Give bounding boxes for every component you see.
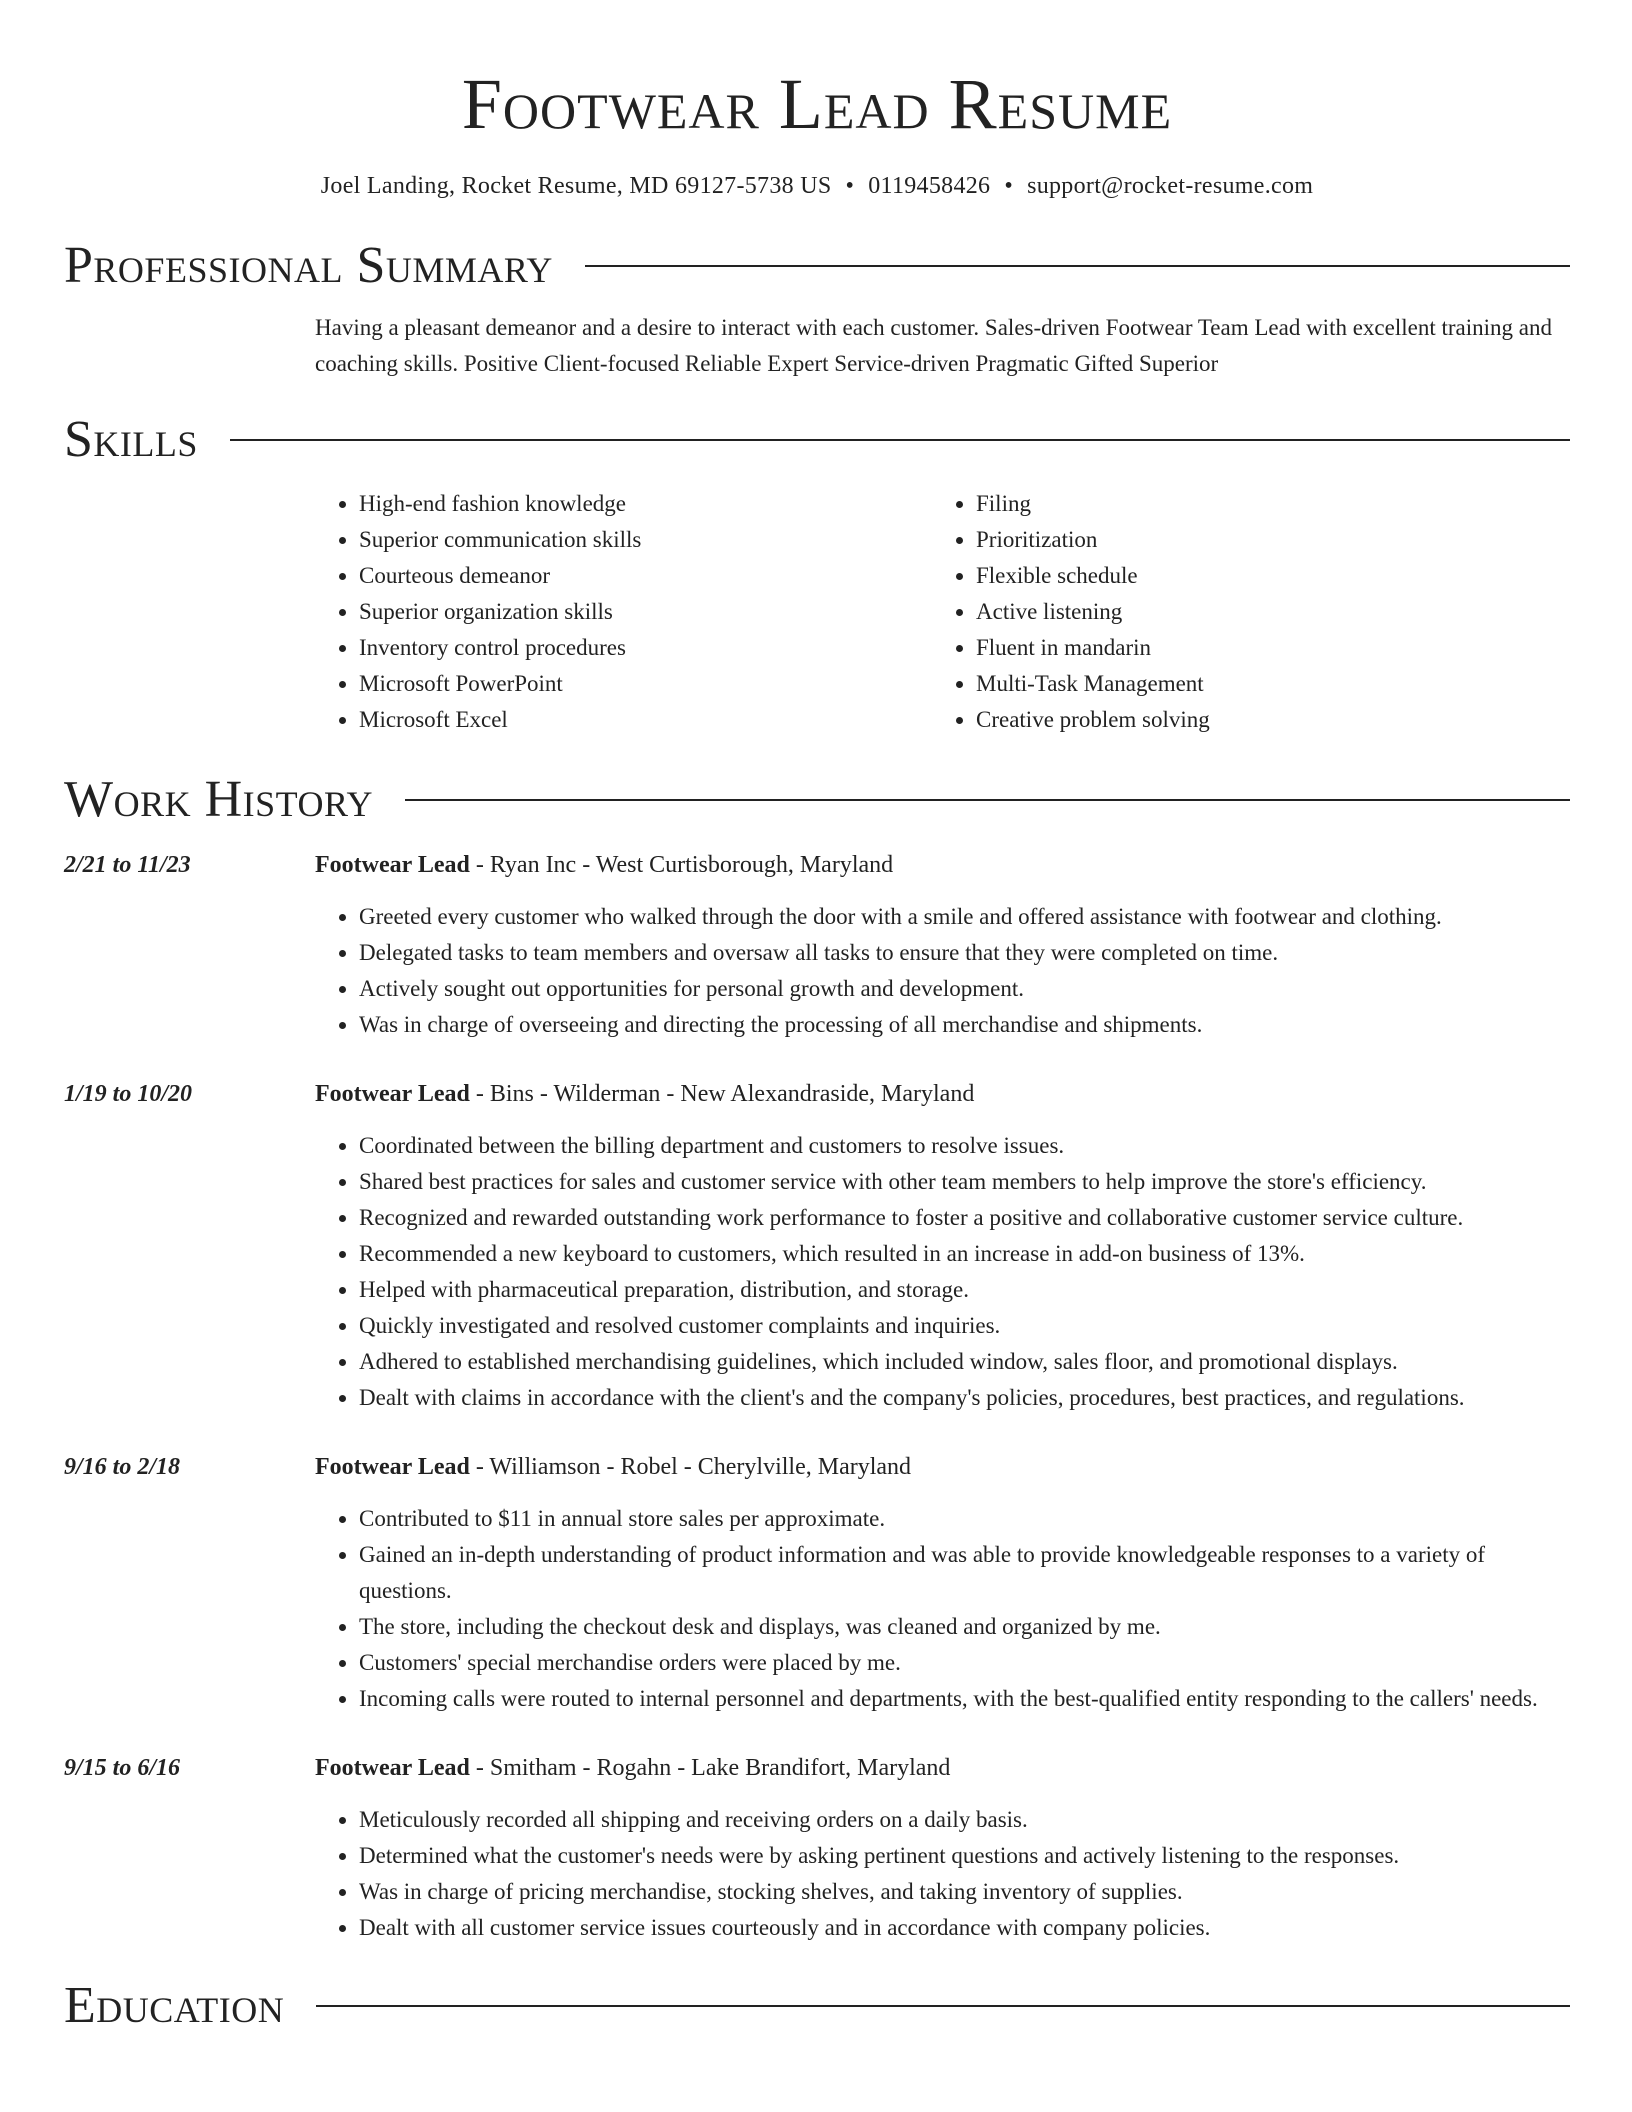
job-dates: 9/15 to 6/16 [64,1755,181,1781]
section-title-education: Education [64,1977,285,2034]
section-header-skills [64,410,1570,470]
job-bullet: • Incoming calls were routed to internal personnel and departments, with the best-qualified entity responding to the callers' needs. [359,1681,1570,1717]
skill-item: • Active listening [976,594,1549,630]
job-entry [64,1751,1570,1946]
job-company: - Smitham - Rogahn - Lake Brandifort, Maryland [469,1755,951,1781]
job-details [315,1450,1570,1717]
skill-item: • Courteous demeanor [359,558,932,594]
job-bullet: • Determined what the customer's needs were by asking pertinent questions and actively listening to the responses. [359,1838,1570,1874]
job-bullet: • Adhered to established merchandising guidelines, which included window, sales floor, and promotional displays. [359,1344,1570,1380]
job-bullet: • Coordinated between the billing department and customers to resolve issues. [359,1128,1570,1164]
job-bullet: • The store, including the checkout desk and displays, was cleaned and organized by me. [359,1609,1570,1645]
skill-item: • Prioritization [976,522,1549,558]
section-divider [316,2005,1570,2007]
job-role: Footwear Lead [315,1081,470,1107]
skill-item: • Filing [976,486,1549,522]
job-bullet: • Gained an in-depth understanding of product information and was able to provide knowledgeable responses to a variety of questions. [359,1537,1570,1609]
job-bullet: • Actively sought out opportunities for personal growth and development. [359,971,1570,1007]
job-details [315,1077,1570,1416]
job-bullet: • Recognized and rewarded outstanding work performance to foster a positive and collaborative customer service culture. [359,1200,1570,1236]
job-bullets [315,1128,1570,1416]
section-title-summary: Professional Summary [64,237,553,294]
job-heading [315,848,1570,882]
skills-column-right [932,486,1549,738]
job-entry [64,1077,1570,1416]
job-entry [64,1450,1570,1717]
job-heading [315,1450,1570,1484]
job-role: Footwear Lead [315,852,470,878]
job-bullet: • Shared best practices for sales and customer service with other team members to help improve the store's efficiency. [359,1164,1570,1200]
contact-line [64,170,1570,202]
job-role: Footwear Lead [315,1755,470,1781]
section-divider [405,799,1570,801]
summary-block [315,310,1570,382]
job-bullet: • Delegated tasks to team members and oversaw all tasks to ensure that they were completed on time. [359,935,1570,971]
skill-item: • Fluent in mandarin [976,630,1549,666]
section-divider [585,265,1570,267]
job-dates: 2/21 to 11/23 [64,852,191,878]
skill-item: • Inventory control procedures [359,630,932,666]
skill-item: • Creative problem solving [976,702,1549,738]
job-heading [315,1077,1570,1111]
job-bullet: • Quickly investigated and resolved customer complaints and inquiries. [359,1308,1570,1344]
skill-item: • High-end fashion knowledge [359,486,932,522]
contact-phone: 0119458426 [868,173,991,199]
job-bullet: • Was in charge of overseeing and directing the processing of all merchandise and shipments. [359,1007,1570,1043]
job-bullet: • Meticulously recorded all shipping and receiving orders on a daily basis. [359,1802,1570,1838]
skills-list [315,486,1570,738]
job-bullets [315,1501,1570,1717]
skill-item: • Flexible schedule [976,558,1549,594]
job-entry [64,848,1570,1043]
section-header-work-history [64,770,1570,830]
job-bullet: • Dealt with claims in accordance with the client's and the company's policies, procedures, best practices, and regulations. [359,1380,1570,1416]
contact-email: support@rocket-resume.com [1027,173,1314,199]
job-bullets [315,1802,1570,1946]
job-heading [315,1751,1570,1785]
job-company: - Bins - Wilderman - New Alexandraside, Maryland [469,1081,975,1107]
skills-column-left [315,486,932,738]
section-header-summary [64,236,1570,296]
job-bullet: • Contributed to $11 in annual store sales per approximate. [359,1501,1570,1537]
page-title: Footwear Lead Resume [461,64,1173,144]
resume-page [64,0,1570,2036]
section-title-skills: Skills [64,411,198,468]
section-divider [230,439,1570,441]
job-role: Footwear Lead [315,1454,470,1480]
summary-text: Having a pleasant demeanor and a desire to interact with each customer. Sales-driven Footwear Team Lead with excellent training and coaching skills. Positive Client-focused Reliable Expert Service-driven Pragmatic Gifted Superior [315,315,1552,376]
skill-item: • Superior organization skills [359,594,932,630]
skill-item: • Microsoft Excel [359,702,932,738]
job-bullet: • Recommended a new keyboard to customers, which resulted in an increase in add-on business of 13%. [359,1236,1570,1272]
skill-item: • Superior communication skills [359,522,932,558]
job-company: - Williamson - Robel - Cherylville, Maryland [469,1454,912,1480]
section-header-education [64,1976,1570,2036]
job-bullet: • Greeted every customer who walked through the door with a smile and offered assistance with footwear and clothing. [359,899,1570,935]
job-bullet: • Customers' special merchandise orders were placed by me. [359,1645,1570,1681]
job-bullet: • Was in charge of pricing merchandise, stocking shelves, and taking inventory of supplies. [359,1874,1570,1910]
job-bullet: • Dealt with all customer service issues courteously and in accordance with company policies. [359,1910,1570,1946]
job-bullet: • Helped with pharmaceutical preparation, distribution, and storage. [359,1272,1570,1308]
contact-address: Joel Landing, Rocket Resume, MD 69127-5738 US [320,173,832,199]
job-dates: 9/16 to 2/18 [64,1454,181,1480]
job-company: - Ryan Inc - West Curtisborough, Maryland [469,852,894,878]
skill-item: • Microsoft PowerPoint [359,666,932,702]
skill-item: • Multi-Task Management [976,666,1549,702]
job-details [315,848,1570,1043]
job-details [315,1751,1570,1946]
section-title-work-history: Work History [64,771,374,828]
job-bullets [315,899,1570,1043]
contact-separator: • [1004,173,1014,199]
contact-separator: • [845,173,855,199]
job-dates: 1/19 to 10/20 [64,1081,193,1107]
